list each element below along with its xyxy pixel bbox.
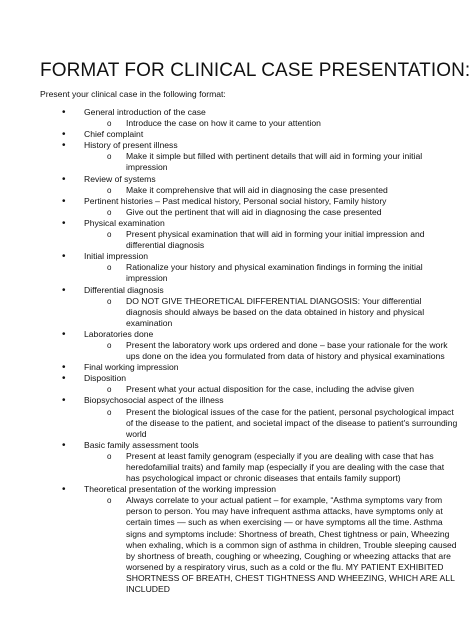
list-item-label: Basic family assessment tools xyxy=(84,439,199,450)
list-item-label: Differential diagnosis xyxy=(84,284,164,295)
list-item xyxy=(40,196,458,218)
sub-list-item: o Present at least family genogram (especially if you are dealing with case that has heredofamilial traits) and family map (especially if you are dealing with the case that has psychological impact or chronic diseases that entails family support) xyxy=(84,451,458,484)
sub-list-item: o Introduce the case on how it came to your attention xyxy=(84,118,458,129)
sub-list-item: o Make it comprehensive that will aid in diagnosing the case presented xyxy=(84,185,458,196)
list-item-label: Biopsychosocial aspect of the illness xyxy=(84,395,224,406)
sub-list xyxy=(84,407,458,440)
list-item xyxy=(40,285,458,329)
sub-list xyxy=(84,296,458,329)
list-item-label: Theoretical presentation of the working impression xyxy=(84,484,277,495)
list-item-label: Review of systems xyxy=(84,173,156,184)
list-item xyxy=(40,395,458,439)
sub-list xyxy=(84,262,458,284)
sub-list xyxy=(84,495,458,595)
list-item xyxy=(40,440,458,484)
sub-list-item: o Give out the pertinent that will aid in diagnosing the case presented xyxy=(84,207,458,218)
sub-list xyxy=(84,207,458,218)
sub-list xyxy=(84,185,458,196)
format-list xyxy=(40,107,458,595)
sub-list-item: o Present physical examination that will aid in forming your initial impression and differential diagnosis xyxy=(84,229,458,251)
sub-list xyxy=(84,340,458,362)
list-item-label: General introduction of the case xyxy=(84,107,206,117)
sub-list xyxy=(84,451,458,484)
list-item xyxy=(40,129,458,140)
list-item xyxy=(40,373,458,395)
sub-list xyxy=(84,384,458,395)
list-item xyxy=(40,107,458,129)
sub-list-item: o Rationalize your history and physical examination findings in forming the initial impression xyxy=(84,262,458,284)
sub-list-item: o Always correlate to your actual patient – for example, “Asthma symptoms vary from person to person. You may have infrequent asthma attacks, have symptoms only at certain times — such as when exercising — or have symptoms all the time. Asthma signs and symptoms include: Shortness of breath, Chest tightness or pain, Wheezing when exhaling, which is a common sign of asthma in children, Trouble sleeping caused by shortness of breath, coughing or wheezing, Coughing or wheezing attacks that are worsened by a respiratory virus, such as a cold or the flu. MY PATIENT EXHIBITED SHORTNESS OF BREATH, CHEST TIGHTNESS AND WHEEZING, WHICH ARE ALL INCLUDED xyxy=(84,495,458,595)
intro-text: Present your clinical case in the following format: xyxy=(40,89,226,99)
list-item-label: History of present illness xyxy=(84,140,178,151)
list-item-label: Initial impression xyxy=(84,251,148,262)
sub-list-item: o Make it simple but filled with pertinent details that will aid in forming your initial impression xyxy=(84,151,458,173)
list-item xyxy=(40,484,458,595)
list-item-label: Final working impression xyxy=(84,362,179,373)
list-item xyxy=(40,362,458,373)
list-item xyxy=(40,329,458,362)
sub-list-item: o Present the laboratory work ups ordered and done – base your rationale for the work ups done on the idea you formulated from data of history and physical examinations xyxy=(84,340,458,362)
sub-list xyxy=(84,229,458,251)
list-item xyxy=(40,218,458,251)
document-title: FORMAT FOR CLINICAL CASE PRESENTATION: xyxy=(40,60,471,81)
list-item xyxy=(40,251,458,284)
list-item-label: Laboratories done xyxy=(84,328,154,339)
sub-list xyxy=(84,151,458,173)
sub-list xyxy=(84,118,458,129)
list-item-label: Physical examination xyxy=(84,217,165,228)
list-item xyxy=(40,140,458,173)
list-item-label: Chief complaint xyxy=(84,129,144,140)
sub-list-item: o DO NOT GIVE THEORETICAL DIFFERENTIAL DIANGOSIS: Your differential diagnosis should always be based on the data obtained in history and physical examination xyxy=(84,296,458,329)
sub-list-item: o Present what your actual disposition for the case, including the advise given xyxy=(84,384,458,395)
sub-list-item: o Present the biological issues of the case for the patient, personal psychological impact of the disease to the patient, and societal impact of the disease to patient's surrounding world xyxy=(84,407,458,440)
list-item-label: Pertinent histories – Past medical history, Personal social history, Family history xyxy=(84,195,387,206)
list-item-label: Disposition xyxy=(84,373,127,384)
list-item xyxy=(40,174,458,196)
